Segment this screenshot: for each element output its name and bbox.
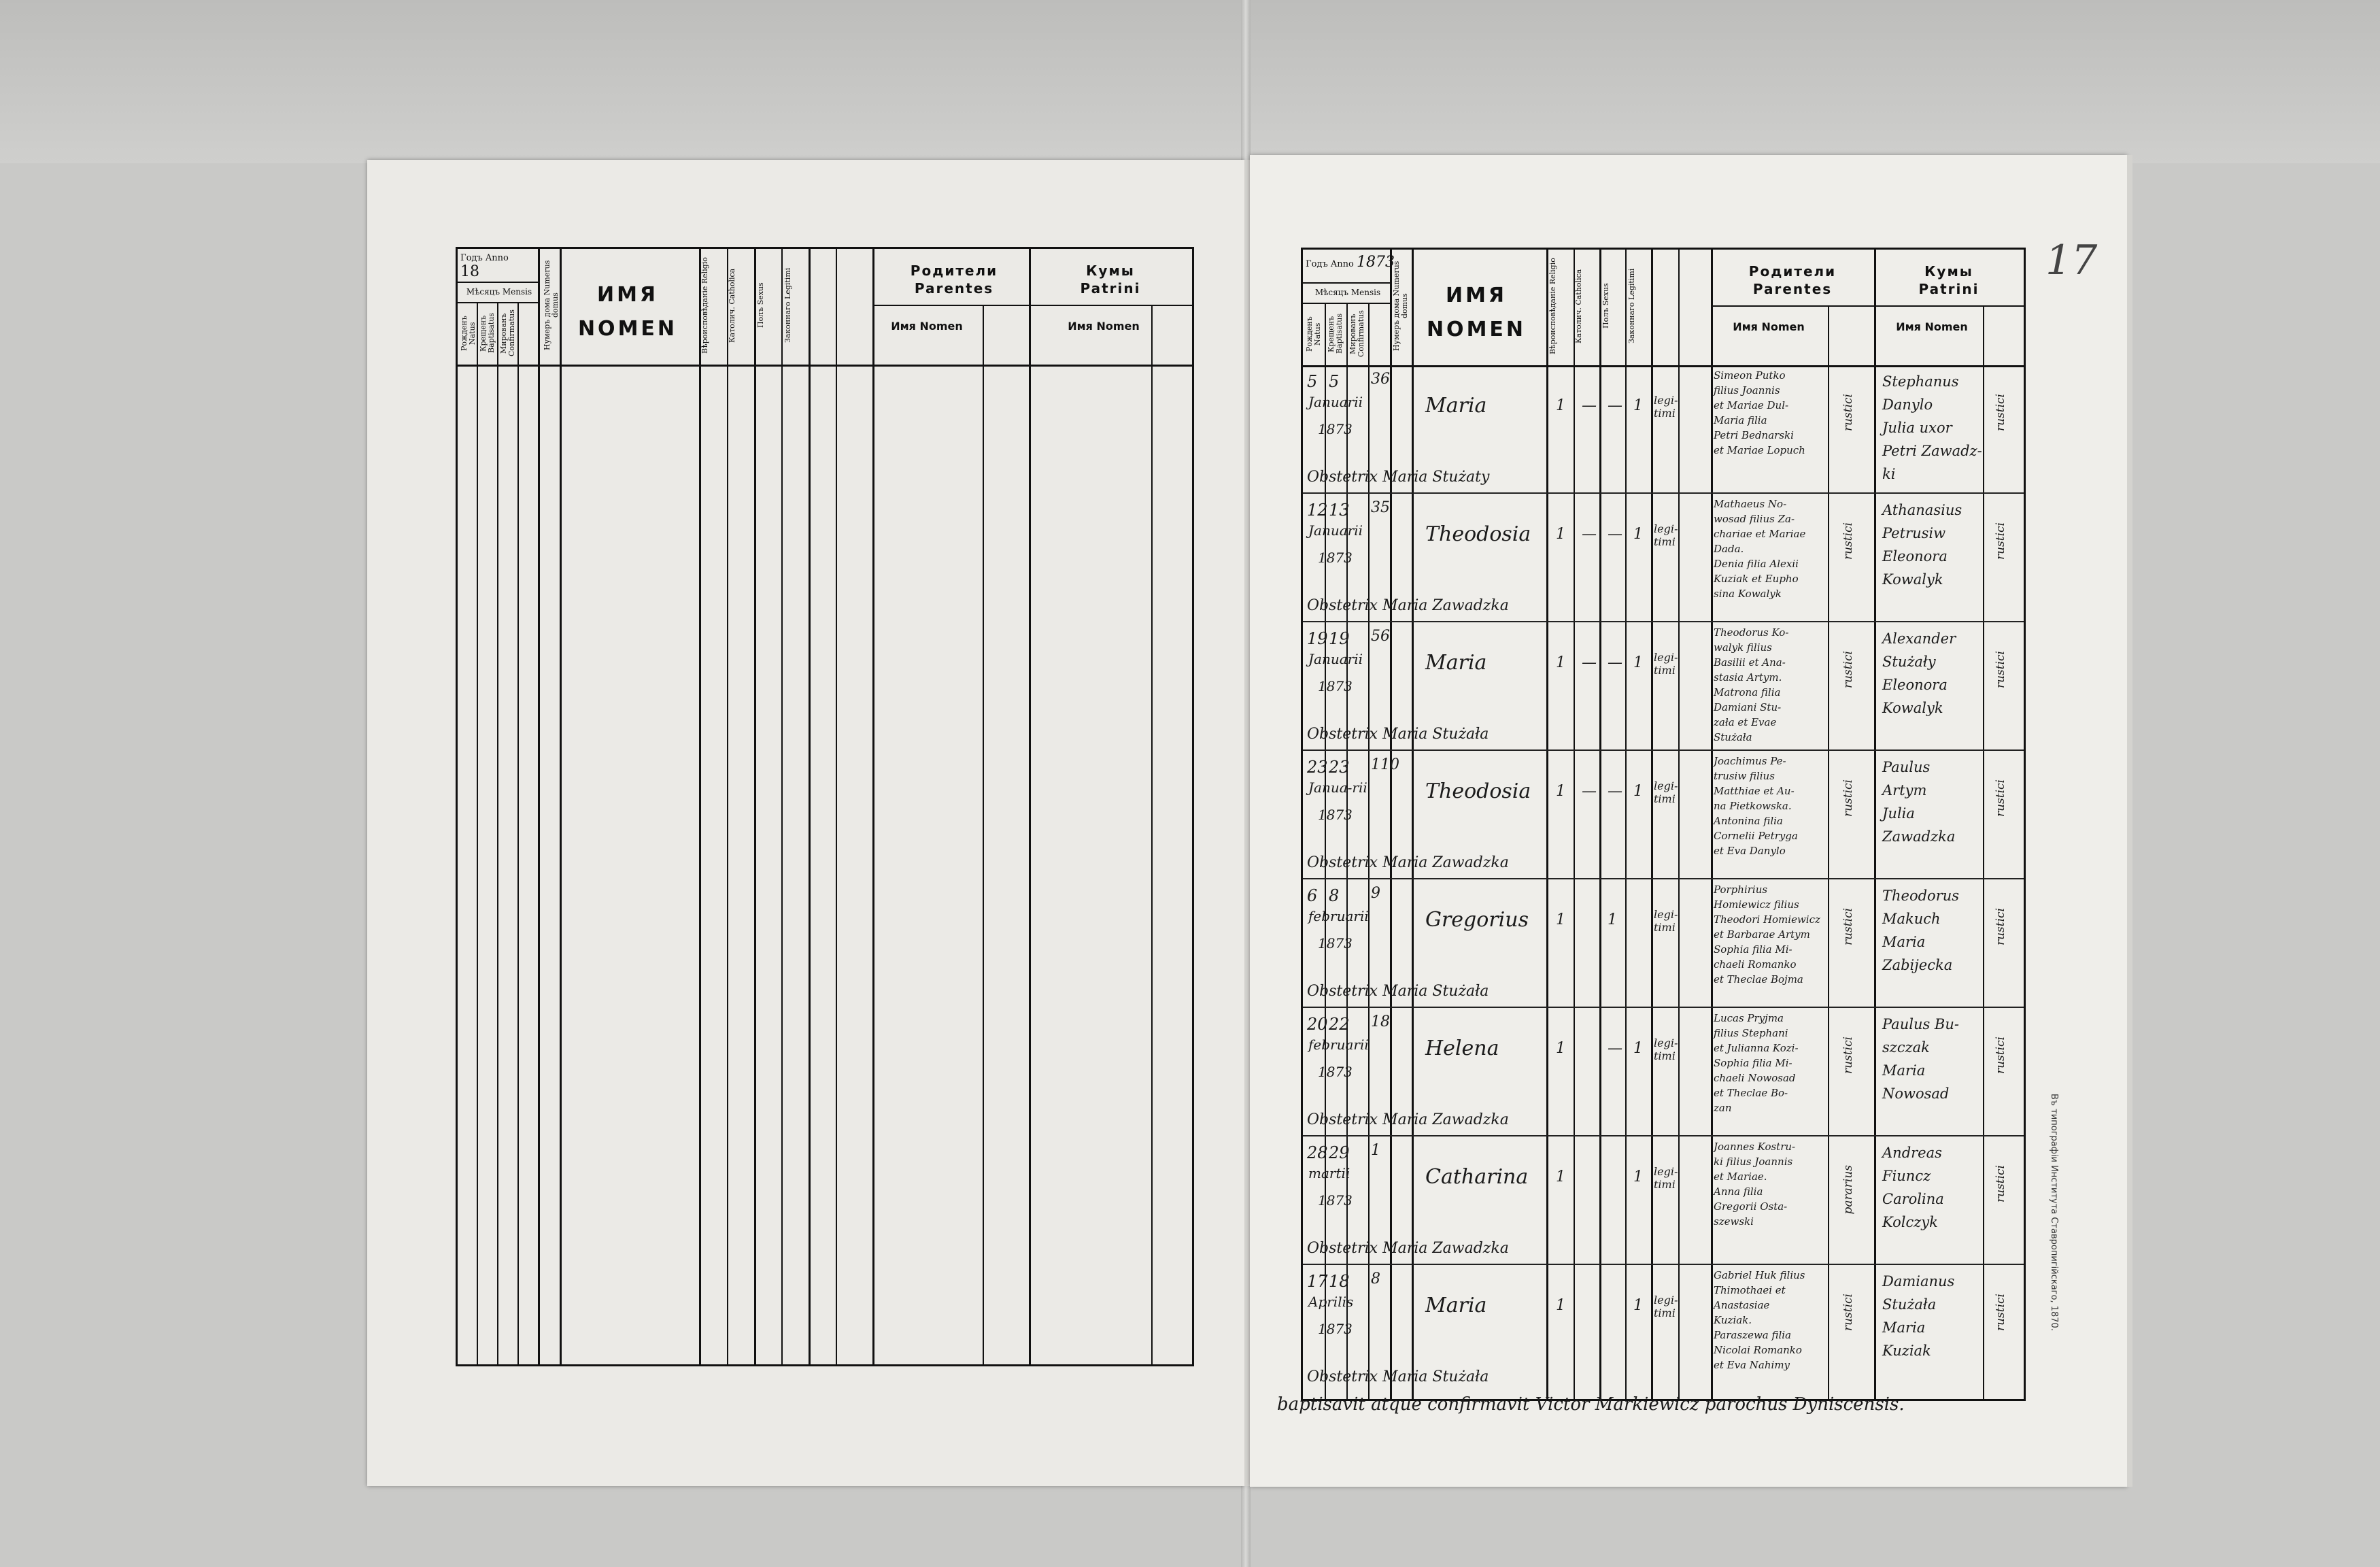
printer-imprint: Въ типографіи Института Ставропигійскаго, 1870.: [2049, 1094, 2059, 1331]
entry-baptisatus: 22: [1329, 1015, 1350, 1034]
entry-nomen: Helena: [1425, 1037, 1499, 1060]
right-parents-la: Parentes: [1752, 281, 1833, 297]
entry-catholica: 1: [1556, 783, 1565, 800]
entry-parents-line: Theodori Homiewicz: [1714, 913, 1820, 926]
entry-patrini-line: Stużały: [1882, 654, 1936, 670]
entry-nomen: Catharina: [1425, 1165, 1529, 1189]
entry-year: 1873: [1318, 1192, 1353, 1209]
entry-patrini-line: Damianus: [1882, 1273, 1955, 1290]
entry-parents-conditio: rustici: [1841, 1037, 1855, 1075]
left-patrini-la: Patrini: [1080, 280, 1141, 297]
right-col-domus: Нумеръ дома Numerus domus: [1392, 260, 1409, 352]
entry-natus: 5: [1307, 372, 1318, 391]
entry-year: 1873: [1318, 935, 1353, 951]
entry-patrini-line: Maria: [1882, 1319, 1926, 1336]
right-col-baptisatus: Крещенъ Baptisatus: [1327, 314, 1344, 354]
entry-parents-line: et Mariae Lopuch: [1714, 444, 1805, 456]
entry-parents-line: et Barbarae Artym: [1714, 928, 1810, 941]
entry-parents-line: Mathaeus No-: [1714, 498, 1787, 510]
entry-parents-line: chariae et Mariae: [1714, 528, 1806, 540]
entry-legitimi: legi-timi: [1654, 1294, 1678, 1319]
right-patrini-la: Patrini: [1918, 281, 1979, 297]
entry-puella: 1: [1633, 526, 1643, 543]
left-parents-la: Parentes: [914, 280, 994, 297]
entry-puer: —: [1608, 654, 1622, 671]
entry-parents-line: Matrona filia: [1714, 686, 1781, 698]
entry-baptisatus: 13: [1329, 501, 1350, 520]
entry-patrini-line: Makuch: [1882, 911, 1941, 927]
entry-parents-line: wosad filius Za-: [1714, 513, 1795, 525]
entry-month: Januarii: [1308, 394, 1363, 410]
row-divider: [1303, 1135, 2024, 1136]
right-table-header: [1303, 250, 2024, 367]
right-col-legitimi: Законнаго Legitimi: [1627, 268, 1636, 344]
row-divider: [1303, 492, 2024, 494]
entry-year: 1873: [1318, 807, 1353, 823]
right-page: [1250, 155, 2127, 1487]
entry-obstetrix: Obstetrix Maria Stużaty: [1307, 469, 1490, 486]
entry-patrini-line: Paulus Bu-: [1882, 1016, 1959, 1032]
entry-patrini-line: ki: [1882, 466, 1896, 482]
page-number: 17: [2045, 237, 2098, 284]
entry-year: 1873: [1318, 678, 1353, 694]
entry-patrini-line: Maria: [1882, 934, 1926, 950]
entry-parents-line: Joannes Kostru-: [1714, 1141, 1796, 1153]
entry-obstetrix: Obstetrix Maria Zawadzka: [1307, 1240, 1509, 1257]
entry-nomen: Maria: [1425, 651, 1487, 675]
entry-patrini-conditio: rustici: [1994, 394, 2007, 432]
entry-parents-line: Kuziak.: [1714, 1314, 1752, 1326]
row-divider: [1303, 1007, 2024, 1008]
entry-month: Aprilis: [1308, 1294, 1354, 1310]
entry-year: 1873: [1318, 550, 1353, 566]
left-col-natus: Рожденъ Natus: [460, 316, 477, 351]
right-name-header-ru: ИМЯ: [1445, 284, 1508, 307]
entry-parents-line: Nicolai Romanko: [1714, 1344, 1802, 1356]
left-parents-nomen: Имя Nomen: [891, 320, 963, 333]
left-table-header: [458, 249, 1192, 367]
entry-parents-conditio: rustici: [1841, 779, 1855, 818]
row-divider: [1303, 749, 2024, 751]
entry-parents-line: Simeon Putko: [1714, 369, 1786, 382]
entry-puella: 1: [1633, 397, 1643, 414]
entry-patrini-line: Kowalyk: [1882, 700, 1943, 716]
entry-parents-line: Antonina filia: [1714, 815, 1783, 827]
entry-month: Januarii: [1308, 651, 1363, 667]
entry-domus: 18: [1371, 1013, 1390, 1030]
entry-alia: —: [1582, 654, 1597, 671]
entry-patrini-line: Athanasius: [1882, 502, 1962, 518]
entry-parents-line: et Mariae.: [1714, 1170, 1767, 1183]
right-year-label: Годъ Anno: [1306, 259, 1354, 269]
left-year-label: Годъ Anno: [460, 253, 509, 263]
entry-parents-line: Sophia filia Mi-: [1714, 1057, 1792, 1069]
entry-patrini-line: Nowosad: [1882, 1085, 1950, 1102]
left-col-domus: Нумеръ дома Numerus domus: [543, 260, 560, 351]
entry-parents-line: Anastasiae: [1714, 1299, 1770, 1311]
right-year-value: 1873: [1356, 254, 1395, 271]
entry-parents-line: chaeli Nowosad: [1714, 1072, 1796, 1084]
entry-domus: 56: [1371, 628, 1390, 645]
entry-obstetrix: Obstetrix Maria Zawadzka: [1307, 597, 1509, 614]
entry-patrini-line: Julia uxor: [1882, 420, 1952, 436]
right-register-table: [1301, 248, 2026, 1401]
entry-parents-line: Theodorus Ko-: [1714, 626, 1789, 639]
entry-legitimi: legi-timi: [1654, 1037, 1678, 1062]
entry-parents-line: Petri Bednarski: [1714, 429, 1794, 441]
entry-nomen: Maria: [1425, 394, 1487, 418]
entry-parents-line: filius Joannis: [1714, 384, 1780, 397]
entry-parents-line: walyk filius: [1714, 641, 1772, 654]
entry-parents-line: zan: [1714, 1102, 1732, 1114]
entry-domus: 9: [1371, 885, 1380, 902]
left-patrini-nomen: Имя Nomen: [1068, 320, 1140, 333]
entry-patrini-line: Artym: [1882, 782, 1927, 798]
left-col-religio: Вѣроисповѣданіе Religio: [700, 257, 709, 354]
entry-parents-line: et Julianna Kozi-: [1714, 1042, 1799, 1054]
entry-puer: —: [1608, 397, 1622, 414]
left-col-baptisatus: Крещенъ Baptisatus: [479, 313, 496, 354]
entry-patrini-conditio: rustici: [1994, 1037, 2007, 1075]
entry-alia: —: [1582, 397, 1597, 414]
entry-alia: —: [1582, 783, 1597, 800]
entry-parents-line: Basilii et Ana-: [1714, 656, 1786, 669]
entry-puer: 1: [1608, 911, 1617, 928]
left-patrini-ru: Кумы: [1086, 263, 1135, 279]
left-page: [367, 160, 1244, 1486]
entry-patrini-line: Fiuncz: [1882, 1168, 1931, 1184]
entry-catholica: 1: [1556, 1168, 1565, 1185]
entry-patrini-conditio: rustici: [1994, 1294, 2007, 1332]
entry-legitimi: legi-timi: [1654, 522, 1678, 548]
row-divider: [1303, 878, 2024, 879]
entry-legitimi: legi-timi: [1654, 651, 1678, 677]
entry-domus: 110: [1371, 756, 1399, 773]
entry-parents-line: Matthiae et Au-: [1714, 785, 1795, 797]
entry-domus: 1: [1371, 1142, 1380, 1159]
entry-baptisatus: 23: [1329, 758, 1350, 777]
entry-parents-line: szewski: [1714, 1215, 1754, 1228]
right-col-confirmatus: Мированъ Confirmatus: [1348, 310, 1365, 358]
entry-catholica: 1: [1556, 911, 1565, 928]
entry-year: 1873: [1318, 421, 1353, 437]
entry-patrini-line: Eleonora: [1882, 548, 1948, 565]
entry-parents-line: Joachimus Pe-: [1714, 755, 1786, 767]
entry-patrini-line: Paulus: [1882, 759, 1931, 775]
right-col-religio: Вѣроисповѣданіе Religio: [1548, 258, 1557, 354]
entry-patrini-line: Danylo: [1882, 397, 1933, 413]
entry-legitimi: legi-timi: [1654, 908, 1678, 934]
entry-natus: 28: [1307, 1143, 1328, 1162]
left-name-header-la: NOMEN: [577, 317, 678, 341]
entry-patrini-conditio: rustici: [1994, 651, 2007, 689]
left-col-sexus: Полъ Sexus: [756, 282, 765, 328]
entry-parents-line: Porphirius: [1714, 883, 1768, 896]
entry-parents-line: sina Kowalyk: [1714, 588, 1782, 600]
entry-patrini-conditio: rustici: [1994, 522, 2007, 560]
entry-parents-line: Homiewicz filius: [1714, 898, 1799, 911]
left-register-table: [456, 247, 1194, 1366]
row-divider: [1303, 1264, 2024, 1265]
entry-parents-line: Damiani Stu-: [1714, 701, 1782, 713]
entry-parents-line: na Pietkowska.: [1714, 800, 1792, 812]
entry-catholica: 1: [1556, 526, 1565, 543]
entry-parents-line: Denia filia Alexii: [1714, 558, 1799, 570]
entry-parents-line: et Theclae Bo-: [1714, 1087, 1788, 1099]
right-col-sexus: Полъ Sexus: [1601, 283, 1610, 329]
entry-natus: 23: [1307, 758, 1328, 777]
right-month-label: Мѣсяцъ Mensis: [1314, 288, 1381, 297]
entry-baptisatus: 19: [1329, 629, 1350, 648]
entry-patrini-conditio: rustici: [1994, 908, 2007, 946]
entry-patrini-line: szczak: [1882, 1039, 1930, 1056]
entry-puella: 1: [1633, 1297, 1643, 1314]
entry-parents-line: et Theclae Bojma: [1714, 973, 1803, 985]
entry-natus: 6: [1307, 886, 1318, 905]
entry-patrini-line: Theodorus: [1882, 888, 1960, 904]
entry-patrini-line: Zabijecka: [1882, 957, 1953, 973]
entry-alia: —: [1582, 526, 1597, 543]
right-patrini-ru: Кумы: [1924, 263, 1973, 280]
entry-patrini-conditio: rustici: [1994, 779, 2007, 818]
entry-patrini-line: Carolina: [1882, 1191, 1944, 1207]
entry-puella: 1: [1633, 1040, 1643, 1057]
entry-patrini-line: Kolczyk: [1882, 1214, 1938, 1230]
right-parents-nomen: Имя Nomen: [1733, 320, 1805, 333]
scan-background: [0, 0, 2380, 163]
entry-domus: 36: [1371, 371, 1390, 388]
entry-nomen: Theodosia: [1425, 522, 1531, 546]
entry-parents-line: chaeli Romanko: [1714, 958, 1797, 971]
entry-puella: 1: [1633, 1168, 1643, 1185]
entry-baptisatus: 8: [1329, 886, 1340, 905]
row-divider: [1303, 621, 2024, 622]
entry-puer: —: [1608, 526, 1622, 543]
entry-parents-line: et Eva Danylo: [1714, 845, 1786, 857]
left-month-label: Мѣсяцъ Mensis: [466, 287, 532, 297]
entry-parents-conditio: rustici: [1841, 651, 1855, 689]
left-col-catholica: Католич. Catholica: [728, 268, 736, 343]
entry-parents-line: et Mariae Dul-: [1714, 399, 1789, 411]
entry-patrini-line: Petrusiw: [1882, 525, 1946, 541]
right-parents-ru: Родители: [1748, 263, 1837, 280]
entry-obstetrix: Obstetrix Maria Stużała: [1307, 983, 1489, 1000]
entry-parents-line: stasia Artym.: [1714, 671, 1782, 684]
left-name-header-ru: ИМЯ: [596, 283, 659, 307]
entry-patrini-line: Maria: [1882, 1062, 1926, 1079]
entry-parents-line: ki filius Joannis: [1714, 1156, 1793, 1168]
entry-patrini-line: Petri Zawadz-: [1882, 443, 1982, 459]
entry-parents-line: Sophia filia Mi-: [1714, 943, 1792, 956]
entry-nomen: Gregorius: [1425, 908, 1529, 932]
left-col-legitimi: Законнаго Legitimi: [783, 267, 792, 343]
entry-legitimi: legi-timi: [1654, 779, 1678, 805]
entry-obstetrix: Obstetrix Maria Zawadzka: [1307, 1111, 1509, 1128]
entry-parents-conditio: rustici: [1841, 394, 1855, 432]
entry-domus: 35: [1371, 499, 1390, 516]
entry-baptisatus: 29: [1329, 1143, 1350, 1162]
entry-month: Janua-rii: [1308, 779, 1367, 796]
entry-natus: 12: [1307, 501, 1328, 520]
entry-parents-line: Maria filia: [1714, 414, 1767, 426]
entry-parents-line: Stużała: [1714, 731, 1752, 743]
entry-patrini-line: Eleonora: [1882, 677, 1948, 693]
entry-parents-line: filius Stephani: [1714, 1027, 1788, 1039]
right-col-natus: Рожденъ Natus: [1305, 316, 1322, 352]
left-parents-ru: Родители: [910, 263, 998, 279]
entry-parents-line: zała et Evae: [1714, 716, 1777, 728]
left-col-confirmatus: Мированъ Confirmatus: [499, 309, 516, 357]
entry-parents-line: Cornelii Petryga: [1714, 830, 1798, 842]
right-patrini-nomen: Имя Nomen: [1896, 320, 1968, 333]
entry-parents-conditio: pararius: [1841, 1165, 1855, 1215]
entry-nomen: Maria: [1425, 1294, 1487, 1317]
entry-month: Januarii: [1308, 522, 1363, 539]
left-year-value: 18: [460, 263, 479, 280]
entry-parents-line: et Eva Nahimy: [1714, 1359, 1790, 1371]
entry-parents-line: Dada.: [1714, 543, 1744, 555]
entry-natus: 20: [1307, 1015, 1328, 1034]
entry-baptisatus: 5: [1329, 372, 1340, 391]
entry-domus: 8: [1371, 1270, 1380, 1287]
entry-parents-conditio: rustici: [1841, 522, 1855, 560]
entry-parents-line: Anna filia: [1714, 1185, 1763, 1198]
entry-catholica: 1: [1556, 1040, 1565, 1057]
entry-puella: 1: [1633, 654, 1643, 671]
entry-catholica: 1: [1556, 397, 1565, 414]
entry-parents-line: Kuziak et Eupho: [1714, 573, 1799, 585]
entry-parents-line: trusiw filius: [1714, 770, 1775, 782]
right-col-catholica: Католич. Catholica: [1574, 269, 1583, 343]
entry-parents-line: Gabriel Huk filius: [1714, 1269, 1805, 1281]
right-name-header-la: NOMEN: [1426, 318, 1527, 341]
entry-patrini-line: Kowalyk: [1882, 571, 1943, 588]
entry-patrini-line: Stephanus: [1882, 373, 1959, 390]
entry-obstetrix: Obstetrix Maria Zawadzka: [1307, 854, 1509, 871]
entry-patrini-line: Alexander: [1882, 630, 1956, 647]
entry-parents-line: Gregorii Osta-: [1714, 1200, 1788, 1213]
entry-year: 1873: [1318, 1064, 1353, 1080]
entry-parents-line: Thimothaei et: [1714, 1284, 1786, 1296]
entry-puella: 1: [1633, 783, 1643, 800]
entry-catholica: 1: [1556, 654, 1565, 671]
entry-year: 1873: [1318, 1321, 1353, 1337]
entry-baptisatus: 18: [1329, 1272, 1350, 1291]
entry-parents-conditio: rustici: [1841, 1294, 1855, 1332]
footer-note: baptisavit atque confirmavit Victor Markiewicz parochus Dyniscensis.: [1277, 1394, 1905, 1415]
entry-catholica: 1: [1556, 1297, 1565, 1314]
entry-puer: —: [1608, 783, 1622, 800]
entry-patrini-line: Andreas: [1882, 1145, 1942, 1161]
entry-puer: —: [1608, 1040, 1622, 1057]
entry-patrini-line: Stużała: [1882, 1296, 1937, 1313]
entry-patrini-line: Zawadzka: [1882, 828, 1956, 845]
entry-natus: 19: [1307, 629, 1328, 648]
entry-month: martii: [1308, 1165, 1350, 1181]
entry-obstetrix: Obstetrix Maria Stużała: [1307, 1368, 1489, 1385]
entry-patrini-line: Julia: [1882, 805, 1915, 822]
entry-parents-conditio: rustici: [1841, 908, 1855, 946]
entry-parents-line: Paraszewa filia: [1714, 1329, 1792, 1341]
entry-legitimi: legi-timi: [1654, 394, 1678, 420]
entry-month: februarii: [1308, 908, 1369, 924]
entry-nomen: Theodosia: [1425, 779, 1531, 803]
entry-natus: 17: [1307, 1272, 1328, 1291]
entry-patrini-line: Kuziak: [1882, 1343, 1931, 1359]
entry-legitimi: legi-timi: [1654, 1165, 1678, 1191]
entry-parents-line: Lucas Pryjma: [1714, 1012, 1784, 1024]
entry-obstetrix: Obstetrix Maria Stużała: [1307, 726, 1489, 743]
entry-month: februarii: [1308, 1037, 1369, 1053]
entry-patrini-conditio: rustici: [1994, 1165, 2007, 1203]
